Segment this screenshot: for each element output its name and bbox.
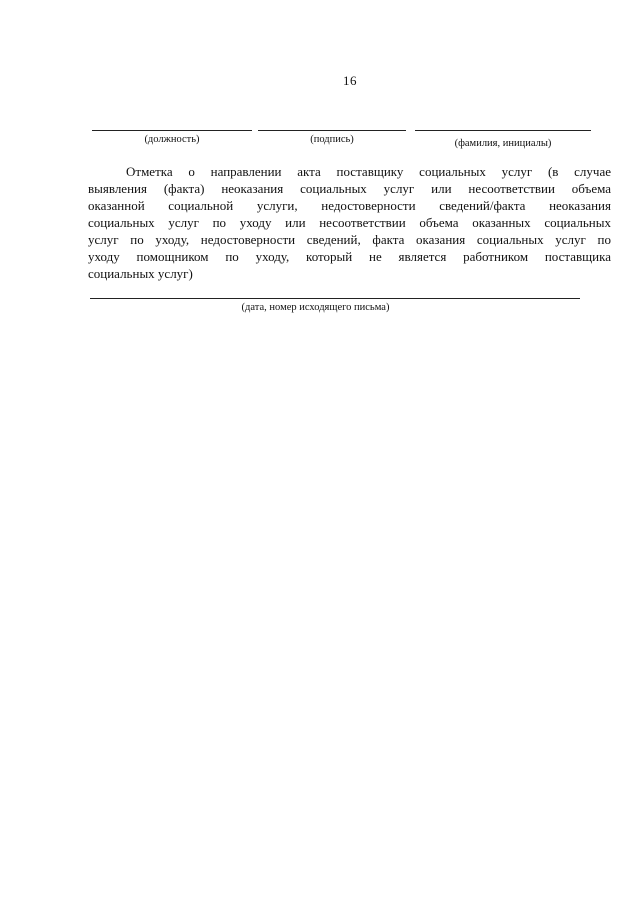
position-caption: (должность): [144, 134, 200, 145]
letter-fill-line: [90, 298, 580, 299]
note-line: оказанной социальной услуги, недостоверности сведений/факта неоказания: [88, 198, 611, 213]
name-line: [415, 130, 591, 131]
page-number: 16: [343, 73, 357, 88]
note-line: уходу помощником по уходу, который не является работником поставщика: [88, 249, 611, 264]
note-line: социальных услуг по уходу или несоответствии объема оказанных социальных: [88, 215, 611, 230]
note-line: услуг по уходу, недостоверности сведений, факта оказания социальных услуг по: [88, 232, 611, 247]
note-line: Отметка о направлении акта поставщику социальных услуг (в случае: [126, 164, 611, 179]
signature-caption: (подпись): [310, 134, 354, 145]
note-line: выявления (факта) неоказания социальных услуг или несоответствии объема: [88, 181, 611, 196]
signature-line: [258, 130, 406, 131]
name-caption: (фамилия, инициалы): [454, 138, 552, 149]
referral-note-paragraph: [88, 163, 611, 282]
note-line: социальных услуг): [88, 266, 193, 281]
position-line: [92, 130, 252, 131]
letter-caption: (дата, номер исходящего письма): [241, 302, 390, 313]
